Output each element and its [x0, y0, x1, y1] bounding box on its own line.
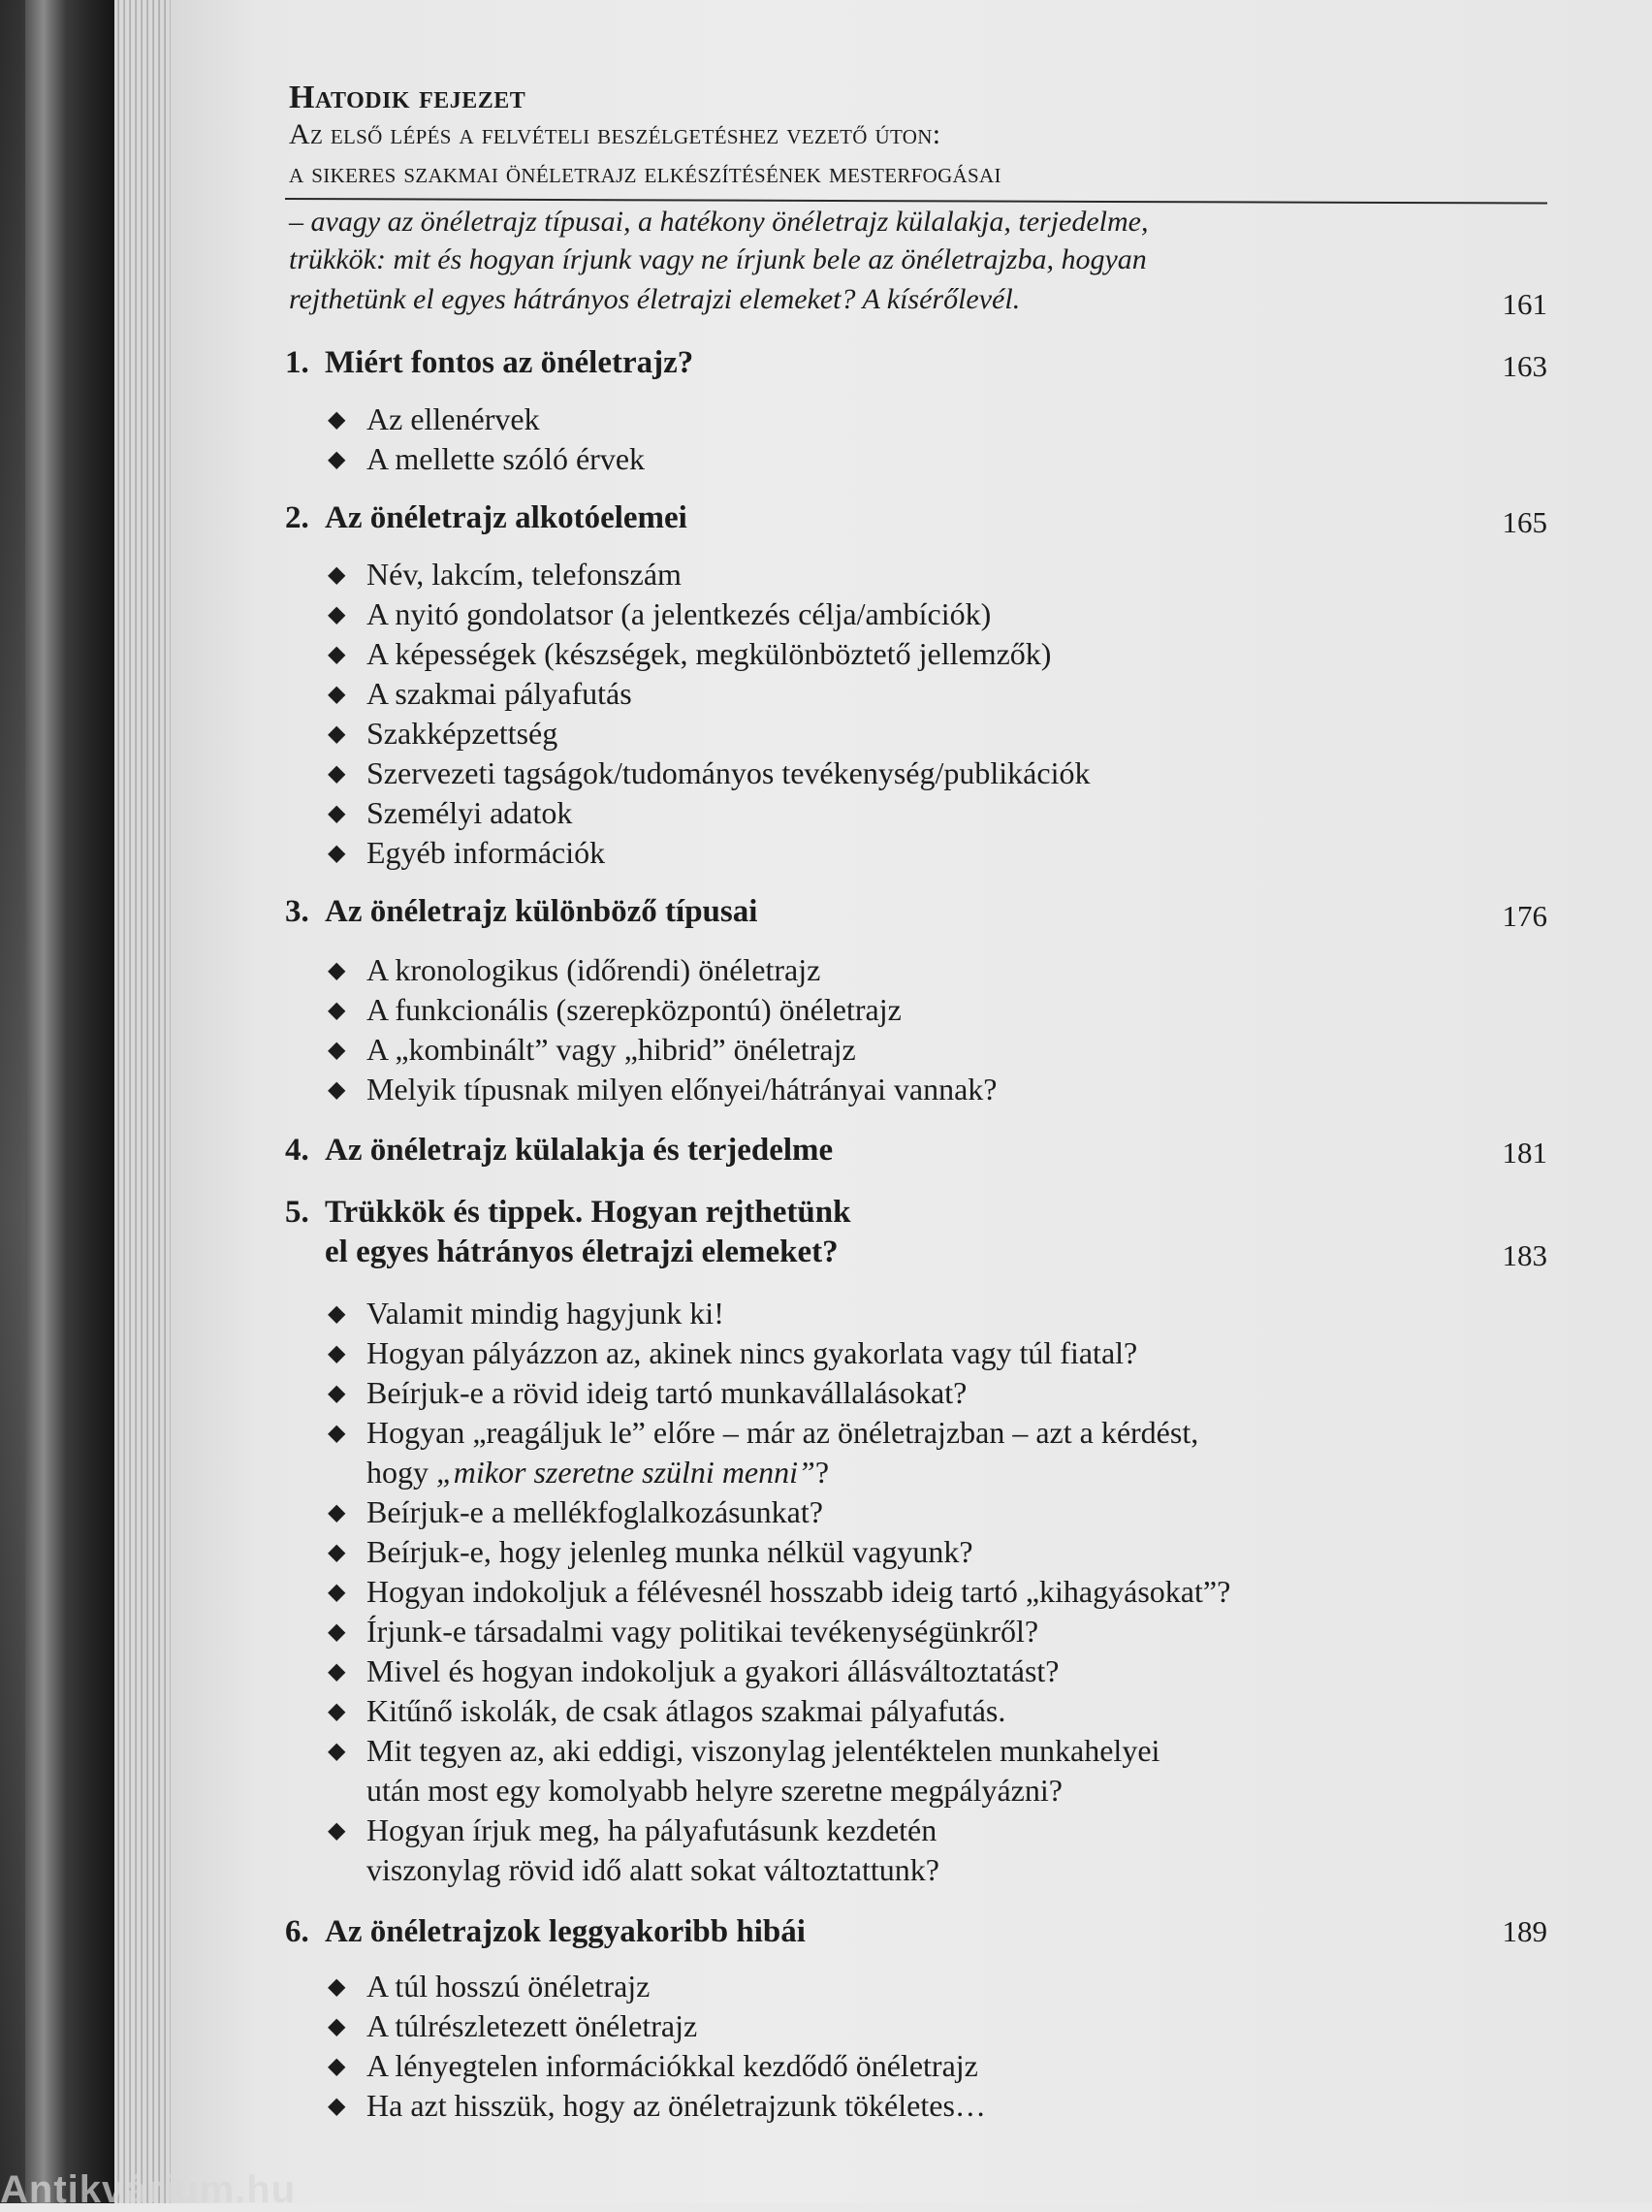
bullet-icon: ◆ — [328, 1619, 346, 1645]
bullet-icon: ◆ — [328, 2054, 346, 2079]
bullet-icon: ◆ — [328, 1038, 346, 1063]
section-2-page: 165 — [1502, 505, 1547, 539]
chapter-heading: Hatodik fejezet — [289, 80, 526, 115]
section-3-page: 176 — [1502, 899, 1547, 933]
chapter-title-line1: Az első lépés a felvételi beszélgetéshez vezető úton: — [289, 118, 941, 150]
bullet-icon: ◆ — [328, 1077, 346, 1103]
list-item: ◆ Hogyan pályázzon az, akinek nincs gyakorlata vagy túl fiatal? — [328, 1335, 1138, 1370]
list-item-continuation: után most egy komolyabb helyre szeretne megpályázni? — [366, 1773, 1063, 1808]
list-item: ◆ Mit tegyen az, aki eddigi, viszonylag jelentéktelen munkahelyei — [328, 1733, 1160, 1768]
section-5-title-line2: el egyes hátrányos életrajzi elemeket? — [325, 1234, 839, 1269]
list-item: ◆ Beírjuk-e a rövid ideig tartó munkavállalásokat? — [328, 1375, 968, 1410]
list-item: ◆ A szakmai pályafutás — [328, 676, 632, 711]
section-3-title: 3. Az önéletrajz különböző típusai — [285, 894, 758, 929]
bullet-icon: ◆ — [328, 841, 346, 866]
list-item: ◆ A kronologikus (időrendi) önéletrajz — [328, 952, 821, 987]
bullet-icon: ◆ — [328, 1818, 346, 1843]
chapter-title-line2: a sikeres szakmai önéletrajz elkészítésének mesterfogásai — [289, 157, 1001, 189]
bullet-icon: ◆ — [328, 801, 346, 826]
bullet-icon: ◆ — [328, 602, 346, 627]
list-item: ◆ Mivel és hogyan indokoljuk a gyakori állásváltoztatást? — [328, 1653, 1060, 1688]
list-item: ◆ A mellette szóló érvek — [328, 441, 646, 476]
list-item: ◆ A funkcionális (szerepközpontú) önéletrajz — [328, 992, 902, 1027]
bullet-icon: ◆ — [328, 447, 346, 472]
bullet-icon: ◆ — [328, 1421, 346, 1446]
list-item: ◆ Ha azt hisszük, hogy az önéletrajzunk tökéletes… — [328, 2088, 986, 2123]
list-item: ◆ Szervezeti tagságok/tudományos tevékenység/publikációk — [328, 755, 1091, 790]
section-5-page: 183 — [1502, 1238, 1547, 1272]
bullet-icon: ◆ — [328, 998, 346, 1023]
intro-line-2: trükkök: mit és hogyan írjunk vagy ne írjunk bele az önéletrajzba, hogyan — [289, 243, 1147, 275]
watermark: Antikvárium.hu — [0, 2168, 297, 2211]
section-6-page: 189 — [1502, 1914, 1547, 1948]
bullet-icon: ◆ — [328, 642, 346, 667]
bullet-icon: ◆ — [328, 761, 346, 786]
list-item: ◆ Hogyan „reagáljuk le” előre – már az önéletrajzban – azt a kérdést, — [328, 1415, 1199, 1450]
list-item: ◆ Beírjuk-e, hogy jelenleg munka nélkül vagyunk? — [328, 1534, 973, 1569]
list-item-continuation: viszonylag rövid idő alatt sokat változtattunk? — [366, 1852, 939, 1887]
intro-line-1: – avagy az önéletrajz típusai, a hatékony önéletrajz külalakja, terjedelme, — [289, 206, 1149, 238]
section-4-title: 4. Az önéletrajz külalakja és terjedelme — [285, 1133, 834, 1168]
bullet-icon: ◆ — [328, 2094, 346, 2119]
bullet-icon: ◆ — [328, 1739, 346, 1764]
list-item: ◆ Egyéb információk — [328, 835, 606, 870]
list-item: ◆ A „kombinált” vagy „hibrid” önéletrajz — [328, 1032, 856, 1067]
bullet-icon: ◆ — [328, 1659, 346, 1684]
bullet-icon: ◆ — [328, 562, 346, 588]
list-item: ◆ Hogyan írjuk meg, ha pályafutásunk kezdetén — [328, 1812, 937, 1847]
bullet-icon: ◆ — [328, 1500, 346, 1525]
list-item: ◆ A lényegtelen információkkal kezdődő önéletrajz — [328, 2048, 978, 2083]
header-rule — [285, 198, 1547, 205]
list-item: ◆ Szakképzettség — [328, 716, 558, 751]
list-item: ◆ A nyitó gondolatsor (a jelentkezés célja/ambíciók) — [328, 596, 992, 631]
list-item: ◆ Kitűnő iskolák, de csak átlagos szakmai pályafutás. — [328, 1693, 1006, 1728]
bullet-icon: ◆ — [328, 1580, 346, 1605]
section-6-title: 6. Az önéletrajzok leggyakoribb hibái — [285, 1914, 806, 1949]
list-item: ◆ Írjunk-e társadalmi vagy politikai tevékenységünkről? — [328, 1614, 1039, 1649]
section-2-title: 2. Az önéletrajz alkotóelemei — [285, 500, 687, 535]
section-1-page: 163 — [1502, 349, 1547, 383]
list-item: ◆ Melyik típusnak milyen előnyei/hátrányai vannak? — [328, 1072, 998, 1106]
bullet-icon: ◆ — [328, 1381, 346, 1406]
list-item: ◆ Beírjuk-e a mellékfoglalkozásunkat? — [328, 1494, 823, 1529]
section-4-page: 181 — [1502, 1136, 1547, 1170]
bullet-icon: ◆ — [328, 1301, 346, 1327]
list-item: ◆ Az ellenérvek — [328, 401, 540, 436]
section-1-title: 1. Miért fontos az önéletrajz? — [285, 345, 694, 380]
bullet-icon: ◆ — [328, 1974, 346, 2000]
bullet-icon: ◆ — [328, 1341, 346, 1366]
bullet-icon: ◆ — [328, 1540, 346, 1565]
section-5-title: 5. Trükkök és tippek. Hogyan rejthetünk — [285, 1195, 851, 1230]
list-item-continuation: hogy „mikor szeretne szülni menni”? — [366, 1455, 830, 1490]
list-item: ◆ A képességek (készségek, megkülönböztető jellemzők) — [328, 636, 1052, 671]
list-item: ◆ Valamit mindig hagyjunk ki! — [328, 1296, 724, 1330]
bullet-icon: ◆ — [328, 407, 346, 433]
bullet-icon: ◆ — [328, 958, 346, 983]
intro-page-number: 161 — [1502, 287, 1547, 321]
bullet-icon: ◆ — [328, 2014, 346, 2039]
list-item: ◆ A túl hosszú önéletrajz — [328, 1969, 651, 2004]
list-item: ◆ A túlrészletezett önéletrajz — [328, 2008, 698, 2043]
bullet-icon: ◆ — [328, 682, 346, 707]
list-item: ◆ Név, lakcím, telefonszám — [328, 557, 682, 592]
list-item: ◆ Személyi adatok — [328, 795, 573, 830]
bullet-icon: ◆ — [328, 721, 346, 747]
intro-line-3: rejthetünk el egyes hátrányos életrajzi elemeket? A kísérőlevél. — [289, 283, 1021, 315]
bullet-icon: ◆ — [328, 1699, 346, 1724]
list-item: ◆ Hogyan indokoljuk a félévesnél hosszabb ideig tartó „kihagyásokat”? — [328, 1574, 1231, 1609]
